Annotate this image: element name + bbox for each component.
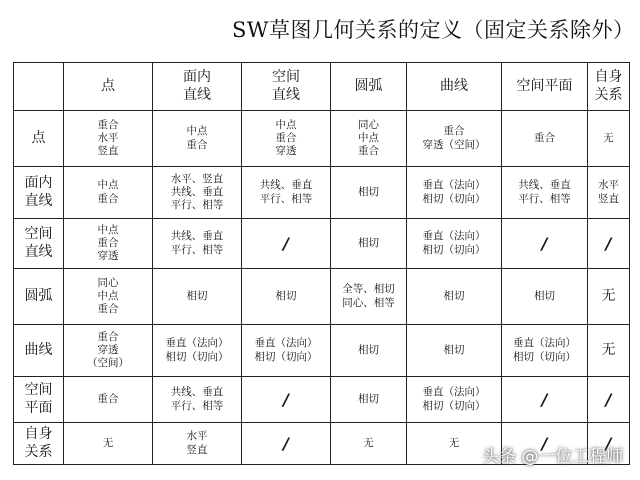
col-header: 曲线	[407, 63, 502, 111]
table-cell: 共线、垂直 平行、相等	[153, 377, 242, 423]
table-cell: 垂直（法向） 相切（切向）	[502, 325, 588, 377]
table-cell: 无	[407, 423, 502, 465]
table-cell: 相切	[331, 167, 407, 219]
header-row	[14, 63, 630, 111]
col-header: 空间平面	[502, 63, 588, 111]
table-cell: 中点 重合	[153, 111, 242, 167]
table-cell: 无	[588, 111, 630, 167]
table-row	[14, 167, 630, 219]
not-applicable-mark: /	[242, 219, 331, 269]
table-cell: 无	[64, 423, 153, 465]
table-cell: 共线、垂直 平行、相等	[242, 167, 331, 219]
table-cell: 相切	[331, 325, 407, 377]
table-cell: 相切	[331, 377, 407, 423]
table-cell: 垂直（法向） 相切（切向）	[407, 167, 502, 219]
not-applicable-mark: /	[242, 423, 331, 465]
table-cell: 同心 中点 重合	[331, 111, 407, 167]
col-header: 面内 直线	[153, 63, 242, 111]
not-applicable-mark: /	[502, 219, 588, 269]
table-cell: 相切	[242, 269, 331, 325]
table-row	[14, 111, 630, 167]
table-cell: 水平 竖直	[153, 423, 242, 465]
table-row	[14, 325, 630, 377]
not-applicable-mark: /	[502, 423, 588, 465]
table-cell: 中点 重合	[64, 167, 153, 219]
not-applicable-mark: /	[588, 423, 630, 465]
col-header: 点	[64, 63, 153, 111]
not-applicable-mark: /	[502, 377, 588, 423]
table-cell: 水平、竖直 共线、垂直 平行、相等	[153, 167, 242, 219]
row-header: 空间 平面	[14, 377, 64, 423]
table-cell: 重合 穿透 （空间）	[64, 325, 153, 377]
table-cell: 中点 重合 穿透	[242, 111, 331, 167]
table-cell: 相切	[331, 219, 407, 269]
table-cell: 同心 中点 重合	[64, 269, 153, 325]
row-header: 圆弧	[14, 269, 64, 325]
row-header: 自身 关系	[14, 423, 64, 465]
table-cell: 无	[331, 423, 407, 465]
row-header: 曲线	[14, 325, 64, 377]
col-header: 空间 直线	[242, 63, 331, 111]
table-cell: 垂直（法向） 相切（切向）	[407, 219, 502, 269]
table-cell: 重合	[64, 377, 153, 423]
watermark: 头条 @一位工程师	[482, 447, 624, 467]
table-cell: 中点 重合 穿透	[64, 219, 153, 269]
table-cell: 垂直（法向） 相切（切向）	[153, 325, 242, 377]
table-cell: 相切	[407, 325, 502, 377]
not-applicable-mark: /	[588, 219, 630, 269]
table-cell: 水平 竖直	[588, 167, 630, 219]
col-header: 自身 关系	[588, 63, 630, 111]
relations-table	[13, 62, 630, 465]
not-applicable-mark: /	[242, 377, 331, 423]
table-cell: 共线、垂直 平行、相等	[153, 219, 242, 269]
row-header: 空间 直线	[14, 219, 64, 269]
table-cell: 垂直（法向） 相切（切向）	[242, 325, 331, 377]
table-cell: 相切	[502, 269, 588, 325]
table-cell: 相切	[407, 269, 502, 325]
table-cell: 无	[588, 325, 630, 377]
table-row	[14, 377, 630, 423]
table-cell: 全等、相切 同心、相等	[331, 269, 407, 325]
table-cell: 无	[588, 269, 630, 325]
table-cell: 重合 水平 竖直	[64, 111, 153, 167]
table-row	[14, 269, 630, 325]
col-header: 圆弧	[331, 63, 407, 111]
table-cell: 共线、垂直 平行、相等	[502, 167, 588, 219]
row-header: 面内 直线	[14, 167, 64, 219]
row-header: 点	[14, 111, 64, 167]
page-title: SW草图几何关系的定义（固定关系除外）	[232, 18, 635, 42]
not-applicable-mark: /	[588, 377, 630, 423]
corner-cell	[14, 63, 64, 111]
table-cell: 重合	[502, 111, 588, 167]
table-row	[14, 219, 630, 269]
table-cell: 垂直（法向） 相切（切向）	[407, 377, 502, 423]
table-cell: 重合 穿透（空间）	[407, 111, 502, 167]
table-cell: 相切	[153, 269, 242, 325]
